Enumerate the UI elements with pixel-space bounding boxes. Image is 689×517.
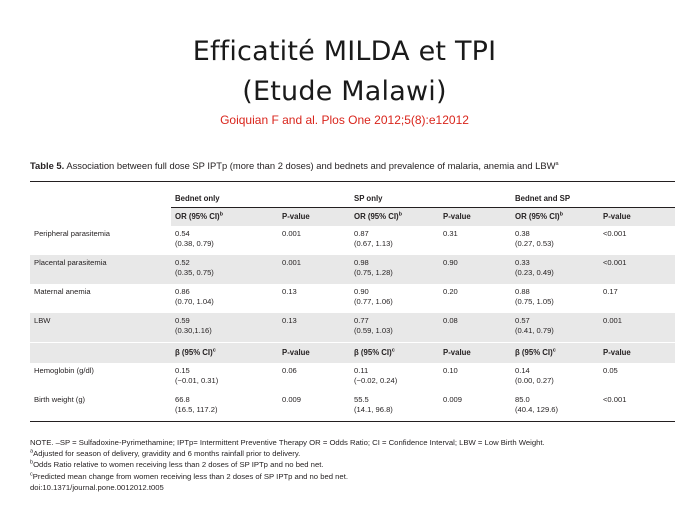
table-bottom-rule bbox=[30, 421, 675, 422]
estimate-cell: 0.38 (0.27, 0.53) bbox=[515, 229, 554, 248]
table-row bbox=[30, 363, 675, 392]
group-header-row bbox=[30, 182, 675, 208]
p-value-cell: 0.17 bbox=[603, 287, 618, 296]
beta-header-row bbox=[30, 343, 675, 364]
p-value-cell: 0.10 bbox=[443, 366, 458, 375]
table-row bbox=[30, 313, 675, 343]
beta-header: β (95% CI)$^c$ bbox=[350, 343, 439, 364]
p-value-cell: 0.13 bbox=[278, 313, 350, 343]
estimate-cell: 0.86 (0.70, 1.04) bbox=[175, 287, 214, 306]
p-value-cell: 0.90 bbox=[439, 255, 511, 284]
row-label: Placental parasitemia bbox=[30, 255, 171, 284]
p-header: P-value bbox=[278, 343, 350, 364]
footnote-note: NOTE. –SP = Sulfadoxine-Pyrimethamine; IPTp= Intermittent Preventive Therapy OR = Odds Ratio; CI = Confidence Interval; LBW = Low Birth Weight. bbox=[30, 438, 545, 447]
table-row bbox=[30, 284, 675, 313]
p-header: P-value bbox=[599, 343, 675, 364]
estimate-cell: 0.54 (0.38, 0.79) bbox=[175, 229, 214, 248]
estimate-cell: 0.98 (0.75, 1.28) bbox=[350, 255, 439, 284]
p-value-cell: 0.13 bbox=[282, 287, 297, 296]
row-label: Hemoglobin (g/dl) bbox=[34, 366, 94, 375]
citation: Goiquian F and al. Plos One 2012;5(8):e12012 bbox=[220, 113, 469, 127]
footnote-c: $^c$Predicted mean change from women receiving less than 2 doses of SP IPTp and no bed net. bbox=[30, 471, 348, 481]
caption-footnote-mark: a bbox=[555, 160, 559, 167]
estimate-cell: 0.11 (−0.02, 0.24) bbox=[354, 366, 398, 385]
table-row bbox=[30, 226, 675, 255]
p-value-cell: 0.001 bbox=[278, 255, 350, 284]
group-bednet-only: Bednet only bbox=[171, 182, 350, 208]
estimate-cell: 0.90 (0.77, 1.06) bbox=[354, 287, 393, 306]
p-header: P-value bbox=[439, 208, 511, 227]
estimate-cell: 0.33 (0.23, 0.49) bbox=[511, 255, 599, 284]
estimate-cell: 0.57 (0.41, 0.79) bbox=[511, 313, 599, 343]
table-row bbox=[30, 255, 675, 284]
p-value-cell: 0.08 bbox=[439, 313, 511, 343]
row-label: Maternal anemia bbox=[34, 287, 91, 296]
table-row bbox=[30, 392, 675, 421]
or-header-row bbox=[30, 208, 675, 227]
estimate-cell: 66.8 (16.5, 117.2) bbox=[175, 395, 218, 414]
p-value-cell: <0.001 bbox=[603, 395, 627, 404]
p-value-cell: 0.06 bbox=[282, 366, 297, 375]
p-value-cell: 0.009 bbox=[282, 395, 302, 404]
table-caption-text: Association between full dose SP IPTp (more than 2 doses) and bednets and prevalence of malaria, anemia and LBW bbox=[66, 160, 556, 171]
estimate-cell: 0.59 (0.30,1.16) bbox=[171, 313, 278, 343]
group-sp-only: SP only bbox=[350, 182, 511, 208]
p-value-cell: 0.009 bbox=[443, 395, 463, 404]
estimate-cell: 55.5 (14.1, 96.8) bbox=[354, 395, 393, 414]
p-value-cell: 0.31 bbox=[443, 229, 458, 238]
p-value-cell: 0.001 bbox=[282, 229, 302, 238]
estimate-cell: 0.52 (0.35, 0.75) bbox=[171, 255, 278, 284]
footnote-a: $^a$Adjusted for season of delivery, gravidity and 6 months rainfall prior to delivery. bbox=[30, 448, 301, 459]
group-bednet-and-sp: Bednet and SP bbox=[511, 182, 675, 208]
beta-header: β (95% CI)$^c$ bbox=[171, 343, 278, 364]
estimate-cell: 0.77 (0.59, 1.03) bbox=[350, 313, 439, 343]
estimate-cell: 0.87 (0.67, 1.13) bbox=[354, 229, 393, 248]
doi: doi:10.1371/journal.pone.0012012.t005 bbox=[30, 482, 164, 492]
beta-header: β (95% CI)$^c$ bbox=[511, 343, 599, 364]
p-value-cell: 0.20 bbox=[443, 287, 458, 296]
p-value-cell: 0.001 bbox=[599, 313, 675, 343]
estimate-cell: 85.0 (40.4, 129.6) bbox=[515, 395, 559, 414]
p-header: P-value bbox=[278, 208, 350, 227]
row-label: Birth weight (g) bbox=[34, 395, 86, 404]
estimate-cell: 0.15 (−0.01, 0.31) bbox=[175, 366, 219, 385]
p-value-cell: <0.001 bbox=[603, 229, 627, 238]
or-header: OR (95% CI)$^b$ bbox=[511, 208, 599, 227]
p-header: P-value bbox=[599, 208, 675, 227]
row-label: Peripheral parasitemia bbox=[34, 229, 110, 238]
slide-title-line2: (Etude Malawi) bbox=[242, 76, 447, 107]
slide-title-line1: Efficatité MILDA et TPI bbox=[192, 36, 497, 67]
p-value-cell: <0.001 bbox=[599, 255, 675, 284]
p-value-cell: 0.05 bbox=[603, 366, 618, 375]
table-footnotes bbox=[30, 437, 675, 493]
or-header: OR (95% CI)$^b$ bbox=[171, 208, 278, 227]
estimate-cell: 0.14 (0.00, 0.27) bbox=[515, 366, 554, 385]
p-header: P-value bbox=[439, 343, 511, 364]
row-label: LBW bbox=[30, 313, 171, 343]
table-label: Table 5. bbox=[30, 160, 65, 171]
footnote-b: $^b$Odds Ratio relative to women receiving less than 2 doses of SP IPTp and no bed net. bbox=[30, 459, 324, 470]
results-table bbox=[30, 181, 675, 422]
or-header: OR (95% CI)$^b$ bbox=[350, 208, 439, 227]
table-caption bbox=[30, 160, 675, 171]
estimate-cell: 0.88 (0.75, 1.05) bbox=[515, 287, 554, 306]
